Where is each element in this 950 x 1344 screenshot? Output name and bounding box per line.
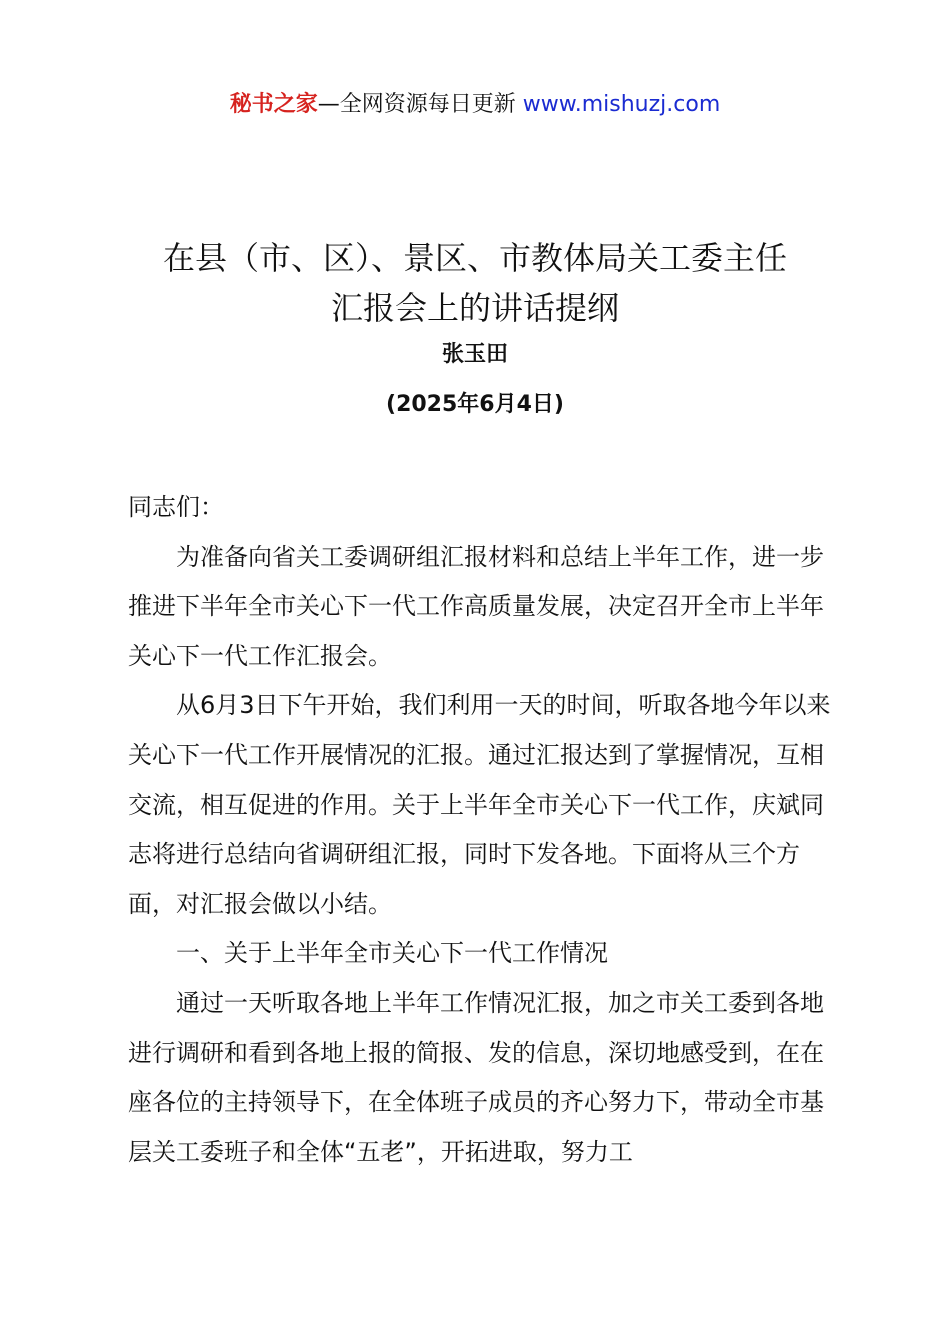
body-paragraph: 通过一天听取各地上半年工作情况汇报，加之市关工委到各地进行调研和看到各地上报的简报、发的信息，深切地感受到，在在座各位的主持领导下，在全体班子成员的齐心努力下，带动全市基层关工委班子和全体“五老”，开拓进取，努力工 xyxy=(128,988,824,1166)
document-body xyxy=(128,483,838,1177)
document-title xyxy=(100,233,850,333)
salutation: 同志们： xyxy=(128,493,224,521)
title-line-1: 在县（市、区）、景区、市教体局关工委主任 xyxy=(162,239,787,277)
body-paragraph: 从6月3日下午开始，我们利用一天的时间，听取各地今年以来关心下一代工作开展情况的汇报。通过汇报达到了掌握情况，互相交流，相互促进的作用。关于上半年全市关心下一代工作，庆斌同志将进行总结向省调研组汇报，同时下发各地。下面将从三个方面，对汇报会做以小结。 xyxy=(128,691,831,918)
body-paragraph: 为准备向省关工委调研组汇报材料和总结上半年工作，进一步推进下半年全市关心下一代工作高质量发展，决定召开全市上半年关心下一代工作汇报会。 xyxy=(128,542,824,670)
site-url-link[interactable]: www.mishuzj.com xyxy=(522,92,721,117)
document-date: (2025年6月4日) xyxy=(386,392,564,417)
site-tagline: —全网资源每日更新 xyxy=(317,92,516,117)
site-banner xyxy=(0,88,950,122)
site-name: 秘书之家 xyxy=(229,92,318,117)
document-author: 张玉田 xyxy=(441,342,508,367)
section-heading: 一、关于上半年全市关心下一代工作情况 xyxy=(176,939,608,968)
title-line-2: 汇报会上的讲话提纲 xyxy=(330,289,619,327)
